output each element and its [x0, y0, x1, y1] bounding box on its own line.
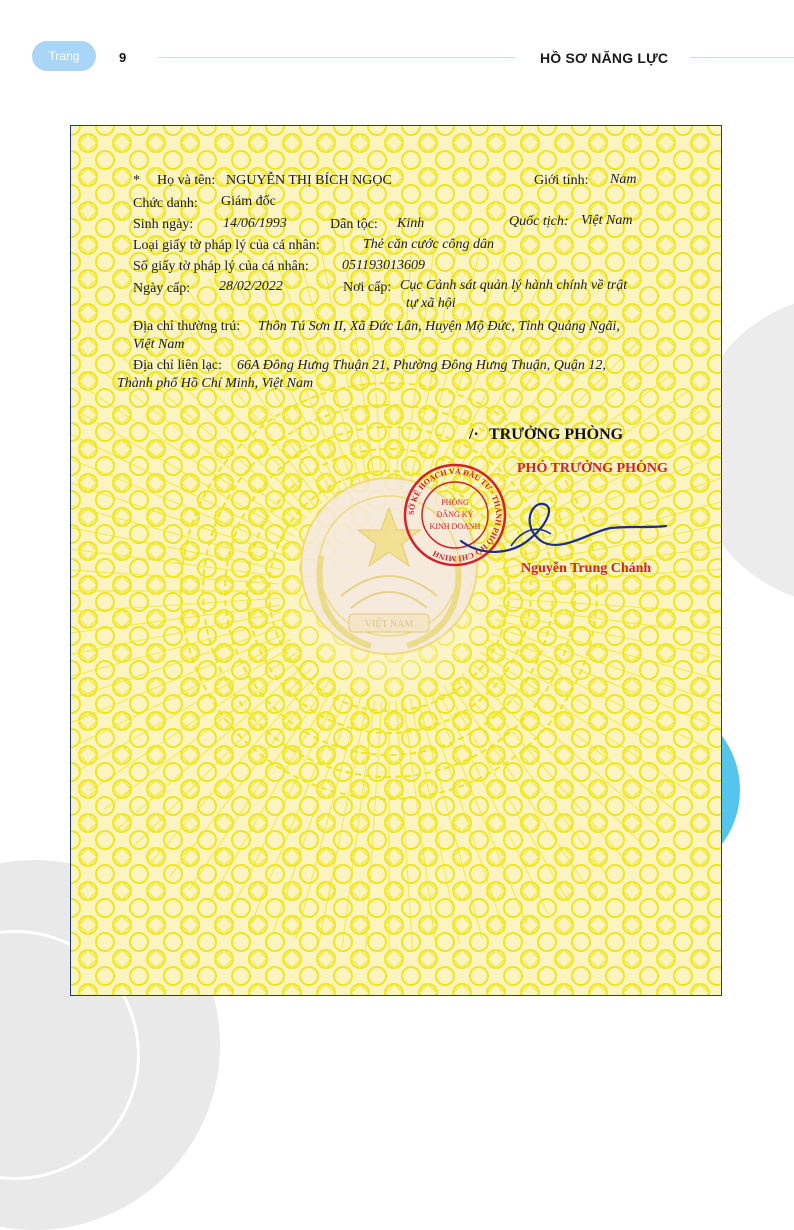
- page-number: 9: [119, 50, 127, 65]
- gender-label: Giới tính:: [534, 173, 589, 188]
- handwritten-signature: [451, 486, 671, 566]
- document-title: HỒ SƠ NĂNG LỰC: [540, 50, 669, 66]
- permanent-address-label: Địa chỉ thường trú:: [133, 319, 241, 334]
- id-type-label: Loại giấy tờ pháp lý của cá nhân:: [133, 238, 320, 253]
- name-value: NGUYỄN THỊ BÍCH NGỌC: [226, 173, 392, 188]
- issue-place-value-line2: tự xã hội: [406, 296, 456, 311]
- signature-subtitle: PHÓ TRƯỞNG PHÒNG: [517, 461, 668, 476]
- permanent-address-line2: Việt Nam: [133, 337, 185, 352]
- emblem-banner-text: VIỆT NAM: [364, 619, 414, 630]
- ethnicity-label: Dân tộc:: [330, 217, 378, 232]
- id-number-label: Số giấy tờ pháp lý của cá nhân:: [133, 259, 309, 274]
- permanent-address-line1: Thôn Tú Sơn II, Xã Đức Lân, Huyện Mộ Đức, Tỉnh Quảng Ngãi,: [258, 319, 620, 334]
- gender-value: Nam: [610, 172, 637, 187]
- page-header: [0, 0, 794, 100]
- dob-value: 14/06/1993: [223, 216, 287, 231]
- id-number-value: 051193013609: [342, 258, 425, 273]
- stamp-center-line-3: KINH DOANH: [429, 522, 481, 531]
- stamp-center-line-1: PHÒNG: [441, 498, 469, 507]
- contact-address-line2: Thành phố Hồ Chí Minh, Việt Nam: [117, 376, 314, 391]
- issue-date-label: Ngày cấp:: [133, 281, 191, 296]
- nationality-label: Quốc tịch:: [509, 214, 569, 229]
- page-label-pill: Trang: [32, 41, 96, 71]
- ethnicity-value: Kinh: [397, 216, 425, 231]
- signature-title: TRƯỞNG PHÒNG: [489, 426, 624, 443]
- position-value: Giám đốc: [221, 194, 276, 209]
- header-divider-right: [690, 57, 794, 58]
- id-type-value: Thẻ căn cước công dân: [363, 237, 494, 252]
- nationality-value: Việt Nam: [581, 213, 633, 228]
- business-registration-certificate-scan: [70, 125, 722, 996]
- signer-name: Nguyễn Trung Chánh: [521, 561, 652, 576]
- dob-label: Sinh ngày:: [133, 217, 194, 232]
- contact-address-line1: 66A Đông Hưng Thuận 21, Phường Đông Hưng Thuận, Quận 12,: [237, 358, 606, 373]
- name-label: Họ và tên:: [157, 173, 216, 188]
- issue-place-value-line1: Cục Cảnh sát quản lý hành chính về trật: [400, 278, 628, 293]
- header-divider-left: [158, 57, 516, 58]
- issue-place-label: Nơi cấp:: [343, 280, 392, 295]
- signature-title-mark: /·: [469, 426, 479, 443]
- contact-address-label: Địa chỉ liên lạc:: [133, 358, 223, 373]
- stamp-ring-text: SỞ KẾ HOẠCH VÀ ĐẦU TƯ · THÀNH PHỐ HỒ CHÍ MINH: [406, 466, 504, 564]
- issue-date-value: 28/02/2022: [219, 279, 283, 294]
- bullet-star: *: [133, 173, 140, 188]
- stamp-center-line-2: ĐĂNG KÝ: [436, 510, 474, 519]
- position-label: Chức danh:: [133, 196, 198, 211]
